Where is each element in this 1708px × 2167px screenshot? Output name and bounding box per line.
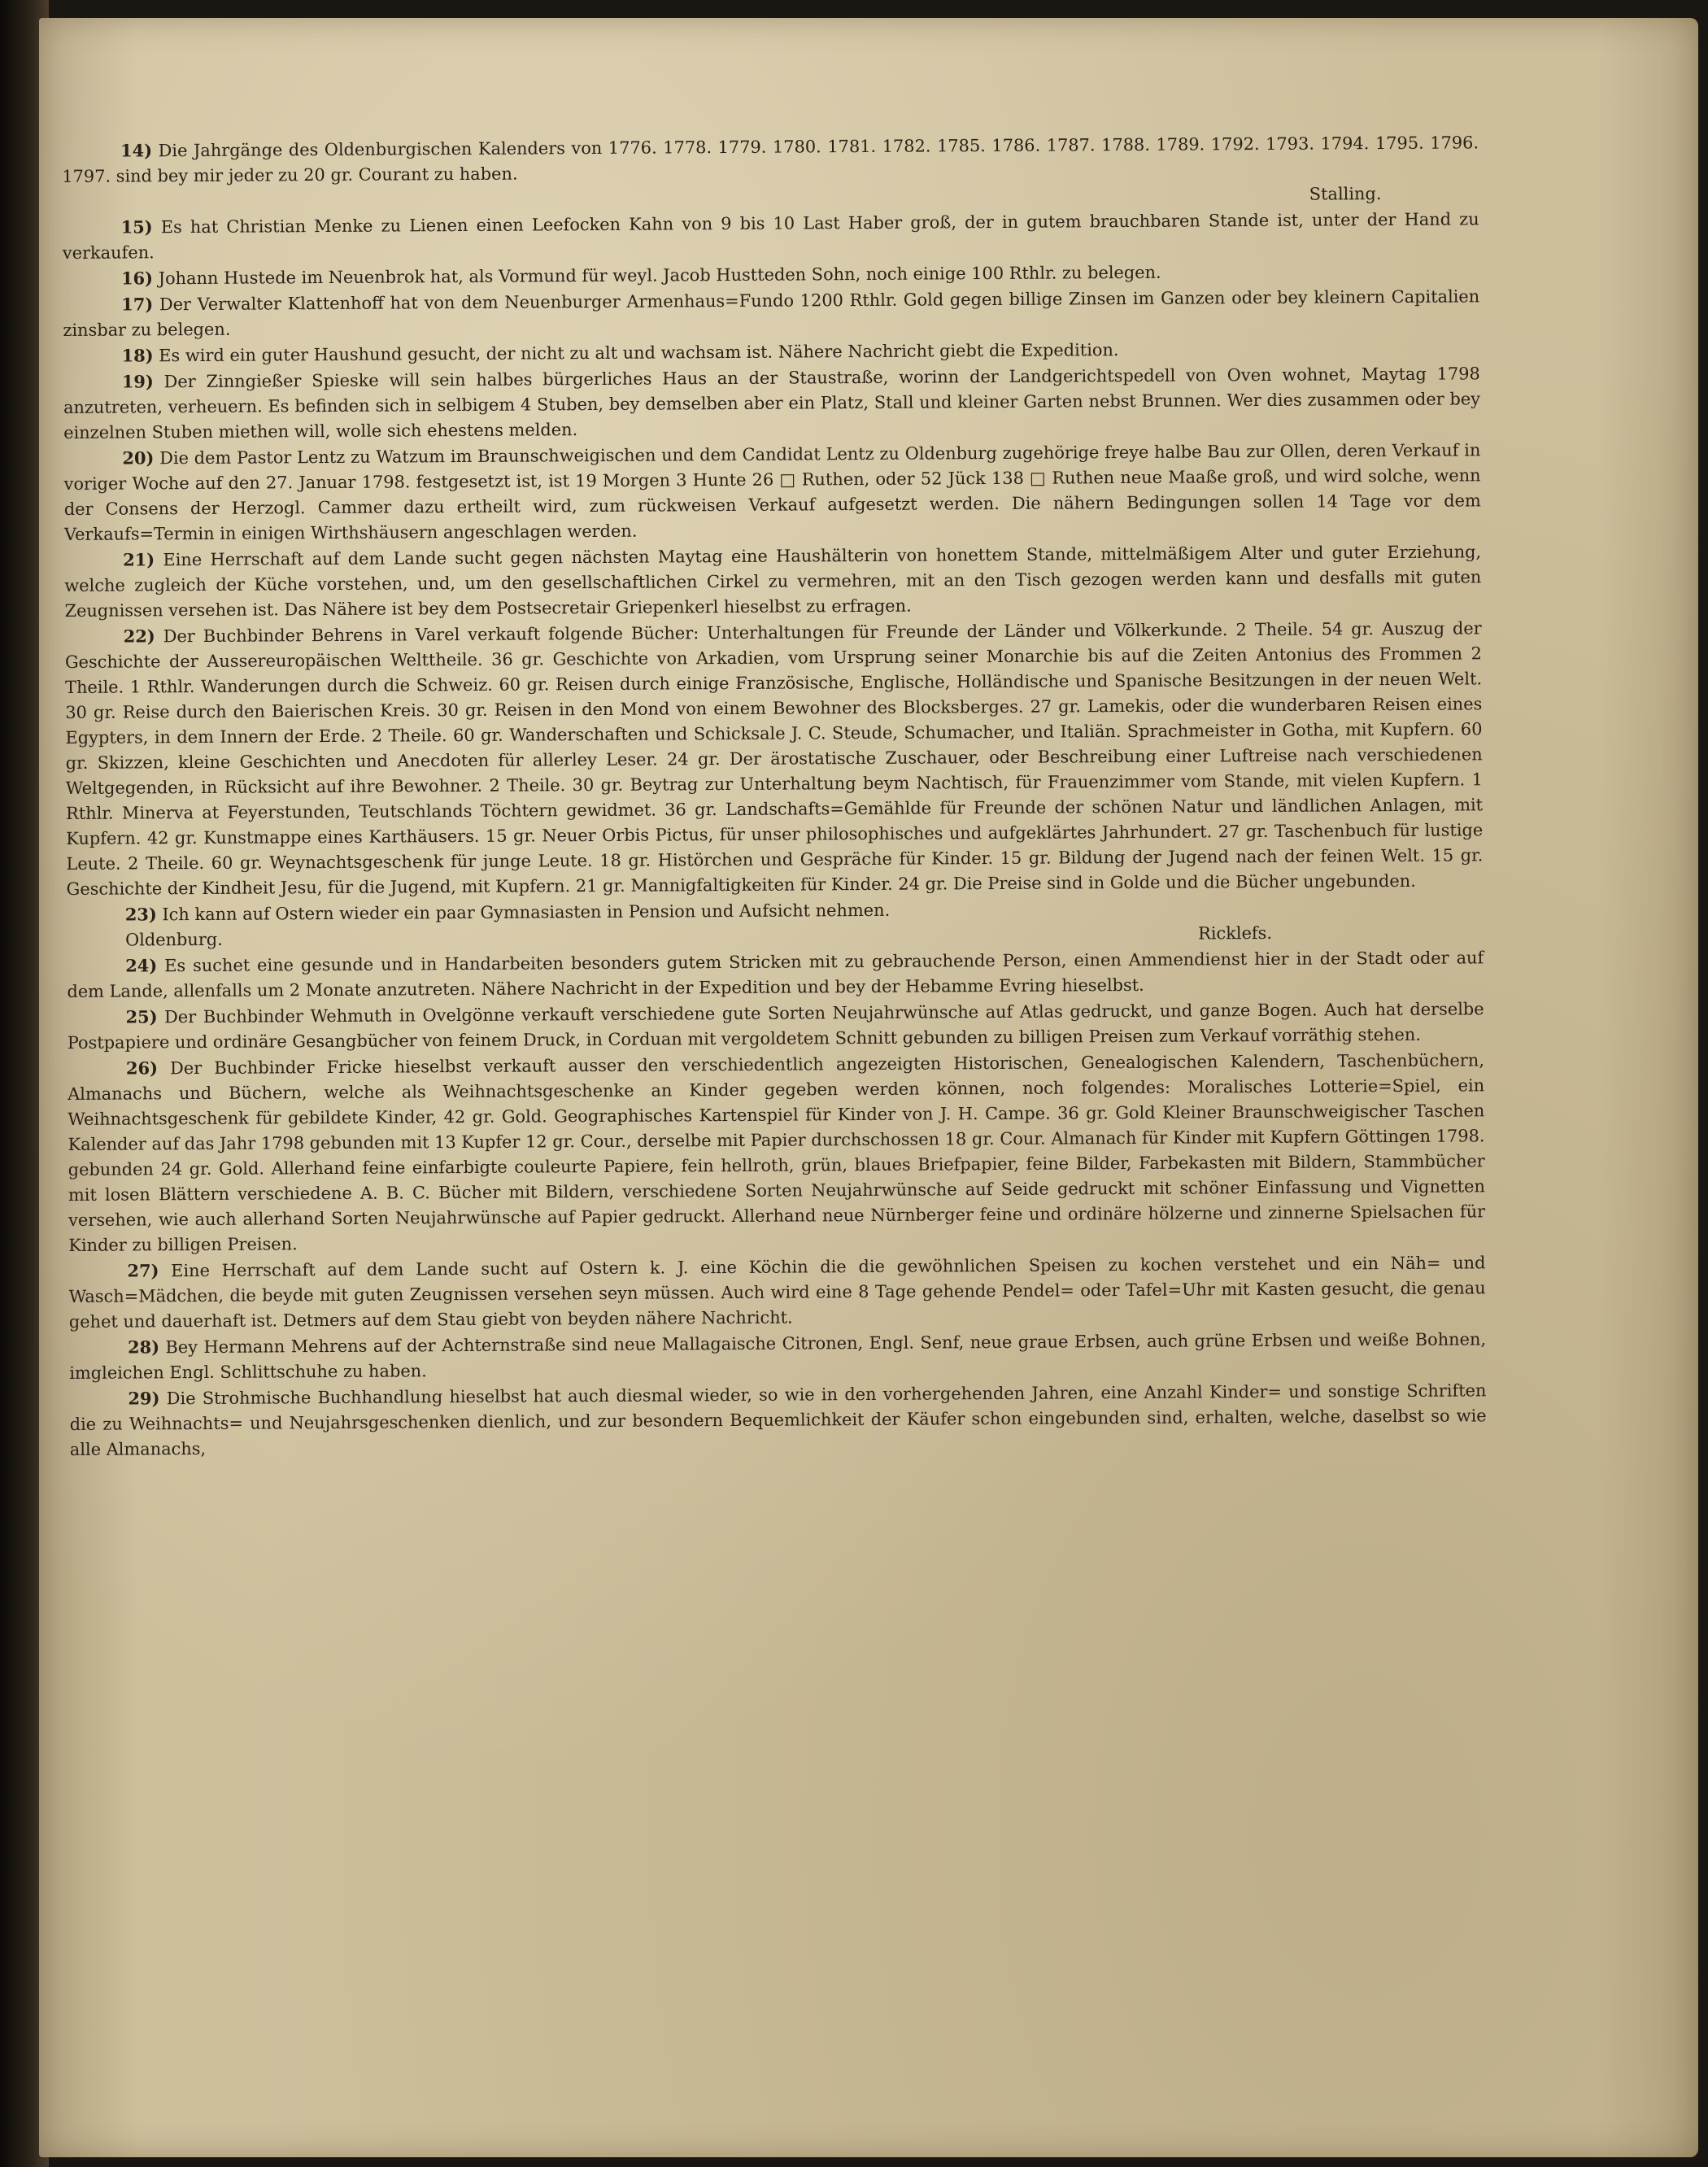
entry-24: [67, 944, 1484, 1005]
entry-number: 14): [120, 140, 153, 161]
entry-number: 28): [128, 1336, 160, 1358]
entry-text: Es hat Christian Menke zu Lienen einen Leefocken Kahn von 9 bis 10 Last Haber groß, der in gutem brauchbaren Stande ist, unter der Hand zu verkaufen.: [62, 209, 1479, 263]
entry-29: [69, 1377, 1487, 1463]
entry-text: Bey Hermann Mehrens auf der Achternstraße sind neue Mallagaische Citronen, Engl. Senf, neue graue Erbsen, auch grüne Erbsen und weiße Bohnen, imgleichen Engl. Schlittschuhe zu haben.: [69, 1329, 1487, 1383]
newspaper-page: [39, 18, 1698, 2157]
entry-number: 21): [123, 549, 155, 570]
entry-number: 19): [121, 371, 154, 392]
entry-number: 26): [125, 1057, 159, 1079]
entry-number: 17): [121, 294, 154, 315]
entry-text: Der Verwalter Klattenhoff hat von dem Neuenburger Armenhaus=Fundo 1200 Rthlr. Gold gegen billige Zinsen im Ganzen oder bey kleinern Capitalien zinsbar zu belegen.: [63, 286, 1480, 340]
entry-number: 16): [120, 268, 154, 289]
entry-14: [62, 129, 1479, 190]
entry-number: 20): [122, 447, 155, 469]
entry-text: Es wird ein guter Haushund gesucht, der nicht zu alt und wachsam ist. Nähere Nachricht giebt die Expedition.: [159, 340, 1119, 366]
entry-text: Der Zinngießer Spieske will sein halbes bürgerliches Haus an der Staustraße, worinn der Landgerichtspedell von Oven wohnet, Maytag 1798 anzutreten, verheuern. Es befinden sich in selbigem 4 Stuben, bey demselben aber ein Platz, Stall und kleiner Garten nebst Brunnen. Wer dies zusammen oder bey einzelnen Stuben miethen will, wolle sich ehestens melden.: [63, 364, 1481, 443]
entry-25: [68, 996, 1484, 1056]
entry-number: 29): [128, 1388, 160, 1409]
entry-text: Es suchet eine gesunde und in Handarbeiten besonders gutem Stricken mit zu gebrauchende Person, einen Ammendienst hier in der Stadt oder auf dem Lande, allenfalls um 2 Monate anzutreten. Nähere Nachricht in der Expedition und bey der Hebamme Evring hieselbst.: [67, 948, 1484, 1001]
entry-number: 25): [125, 1006, 158, 1027]
entry-27: [68, 1249, 1486, 1335]
entry-number: 18): [121, 345, 154, 366]
advertisement-column: [62, 129, 1487, 1463]
signature: Stalling.: [1309, 184, 1382, 204]
entry-text: Ich kann auf Ostern wieder ein paar Gymnasiasten in Pension und Aufsicht nehmen.: [162, 900, 891, 925]
entry-26: [68, 1047, 1485, 1258]
entry-number: 27): [127, 1260, 159, 1281]
entry-17: [63, 283, 1479, 343]
entry-number: 23): [124, 904, 157, 925]
entry-text: Der Buchbinder Wehmuth in Ovelgönne verkauft verschiedene gute Sorten Neujahrwünsche auf Atlas gedruckt, und ganze Bogen. Auch hat derselbe Postpapiere und ordinäre Gesangbücher von feinem Druck, in Corduan mit vergoldetem Schnitt gebunden zu billigen Preisen zum Verkauf vorräthig stehen.: [67, 999, 1484, 1053]
entry-text: Der Buchbinder Fricke hieselbst verkauft ausser den verschiedentlich angezeigten Historischen, Genealogischen Kalendern, Taschenbüchern, Almanachs und Büchern, welche als Weihnachtsgeschenke an Kinder gegeben werden können, noch folgendes: Moralisches Lotterie=Spiel, ein Weihnachtsgeschenk für gebildete Kinder, 42 gr. Gold. Geographisches Kartenspiel für Kinder von J. H. Campe. 36 gr. Gold Kleiner Braunschweigischer Taschen Kalender auf das Jahr 1798 gebunden mit 13 Kupfer 12 gr. Cour., derselbe mit Papier durchschossen 18 gr. Cour. Almanach für Kinder mit Kupfern Göttingen 1798. gebunden 24 gr. Gold. Allerhand feine einfarbigte couleurte Papiere, fein hellroth, grün, blaues Briefpapier, feine Bilder, Farbekasten mit Bildern, Stammbücher mit losen Blättern verschiedene A. B. C. Bücher mit Bildern, verschiedene Sorten Neujahrwünsche auf Seide gedruckt mit schöner Einfassung und Vignetten versehen, wie auch allerhand Sorten Neujahrwünsche auf Papier gedruckt. Allerhand neue Nürnberger feine und ordinäre hölzerne und zinnerne Spielsachen für Kinder zu billigen Preisen.: [68, 1050, 1486, 1255]
entry-text: Der Buchbinder Behrens in Varel verkauft folgende Bücher: Unterhaltungen für Freunde der Länder und Völkerkunde. 2 Theile. 54 gr. Auszug der Geschichte der Aussereuropäischen Welttheile. 36 gr. Geschichte von Arkadien, vom Ursprung seiner Monarchie bis auf die Zeiten Antonius des Frommen 2 Theile. 1 Rthlr. Wanderungen durch die Schweiz. 60 gr. Reisen durch einige Französische, Englische, Holländische und Spanische Besitzungen in der neuen Welt. 30 gr. Reise durch den Baierischen Kreis. 30 gr. Reisen in den Mond von einem Bewohner des Blocksberges. 27 gr. Lamekis, oder die wunderbaren Reisen eines Egypters, in dem Innern der Erde. 2 Theile. 60 gr. Wanderschaften und Schicksale J. C. Steude, Schumacher, und Italiän. Sprachmeister in Gotha, mit Kupfern. 60 gr. Skizzen, kleine Geschichten und Anecdoten für allerley Leser. 24 gr. Der ärostatische Zuschauer, oder Beschreibung einer Luftreise nach verschiedenen Weltgegenden, in Rücksicht auf ihre Bewohner. 2 Theile. 30 gr. Beytrag zur Unterhaltung beym Nachtisch, für Frauenzimmer vom Stande, mit vielen Kupfern. 1 Rthlr. Minerva at Feyerstunden, Teutschlands Töchtern gewidmet. 36 gr. Landschafts=Gemählde für Freunde der schönen Natur und ländlichen Anlagen, mit Kupfern. 42 gr. Kunstmappe eines Karthäusers. 15 gr. Neuer Orbis Pictus, für unser philosophisches und aufgeklärtes Jahrhundert. 27 gr. Taschenbuch für lustige Leute. 2 Theile. 60 gr. Weynachtsgeschenk für junge Leute. 18 gr. Histörchen und Gespräche für Kinder. 15 gr. Bildung der Jugend nach der feinen Welt. 15 gr. Geschichte der Kindheit Jesu, für die Jugend, mit Kupfern. 21 gr. Mannigfaltigkeiten für Kinder. 24 gr. Die Preise sind in Golde und die Bücher ungebunden.: [64, 618, 1484, 899]
entry-text: Die Jahrgänge des Oldenburgischen Kalenders von 1776. 1778. 1779. 1780. 1781. 1782. 1785. 1786. 1787. 1788. 1789. 1792. 1793. 1794. 1795. 1796. 1797. sind bey mir jeder zu 20 gr. Courant zu haben.: [62, 133, 1479, 186]
entry-number: 22): [123, 626, 155, 647]
entry-21: [64, 538, 1482, 624]
entry-28: [69, 1326, 1486, 1386]
entry-text: Eine Herrschaft auf dem Lande sucht gegen nächsten Maytag eine Haushälterin von honettem Stande, mittelmäßigem Alter und guter Erziehung, welche zugleich der Küche vorstehen, und, um den gesellschaftlichen Cirkel zu vermehren, mit an den Tisch gezogen werden kann und desfalls mit guten Zeugnissen versehen ist. Das Nähere ist bey dem Postsecretair Griepenkerl hieselbst zu erfragen.: [64, 542, 1482, 621]
entry-text: Eine Herrschaft auf dem Lande sucht auf Ostern k. J. eine Köchin die die gewöhnlichen Speisen zu kochen verstehet und ein Näh= und Wasch=Mädchen, die beyde mit guten Zeugnissen versehen seyn müssen. Auch wird eine 8 Tage gehende Pendel= oder Tafel=Uhr mit Kasten gesucht, die genau gehet und dauerhaft ist. Detmers auf dem Stau giebt von beyden nähere Nachricht.: [68, 1253, 1486, 1332]
entry-number: 15): [120, 216, 153, 238]
entry-text: Die dem Pastor Lentz zu Watzum im Braunschweigischen und dem Candidat Lentz zu Oldenburg zugehörige freye halbe Bau zur Ollen, deren Verkauf in voriger Woche auf den 27. Januar 1798. festgesetzt ist, ist 19 Morgen 3 Hunte 26 □ Ruthen, oder 52 Jück 138 □ Ruthen neue Maaße groß, und wird solche, wenn der Consens der Herzogl. Cammer dazu ertheilt wird, zum rückweisen Verkauf aufgesetzt werden. Die nähern Bedingungen sollen 14 Tage vor dem Verkaufs=Termin in einigen Wirthshäusern angeschlagen werden.: [63, 440, 1481, 544]
entry-number: 24): [125, 955, 158, 976]
entry-20: [63, 437, 1481, 547]
entry-text: Die Strohmische Buchhandlung hieselbst hat auch diesmal wieder, so wie in den vorhergehenden Jahren, eine Anzahl Kinder= und sonstige Schriften die zu Weihnachts= und Neujahrsgeschenken dienlich, und zur besondern Bequemlichkeit der Käufer schon eingebunden sind, erhalten, welche, daselbst so wie alle Almanachs,: [69, 1380, 1487, 1459]
entry-19: [63, 360, 1481, 446]
entry-text: Johann Hustede im Neuenbrok hat, als Vormund für weyl. Jacob Hustteden Sohn, noch einige 100 Rthlr. zu belegen.: [158, 262, 1161, 289]
signature: Ricklefs.: [1198, 922, 1273, 944]
entry-15: [63, 206, 1479, 266]
entry-22: [65, 615, 1484, 902]
place-name: Oldenburg.: [124, 929, 223, 950]
